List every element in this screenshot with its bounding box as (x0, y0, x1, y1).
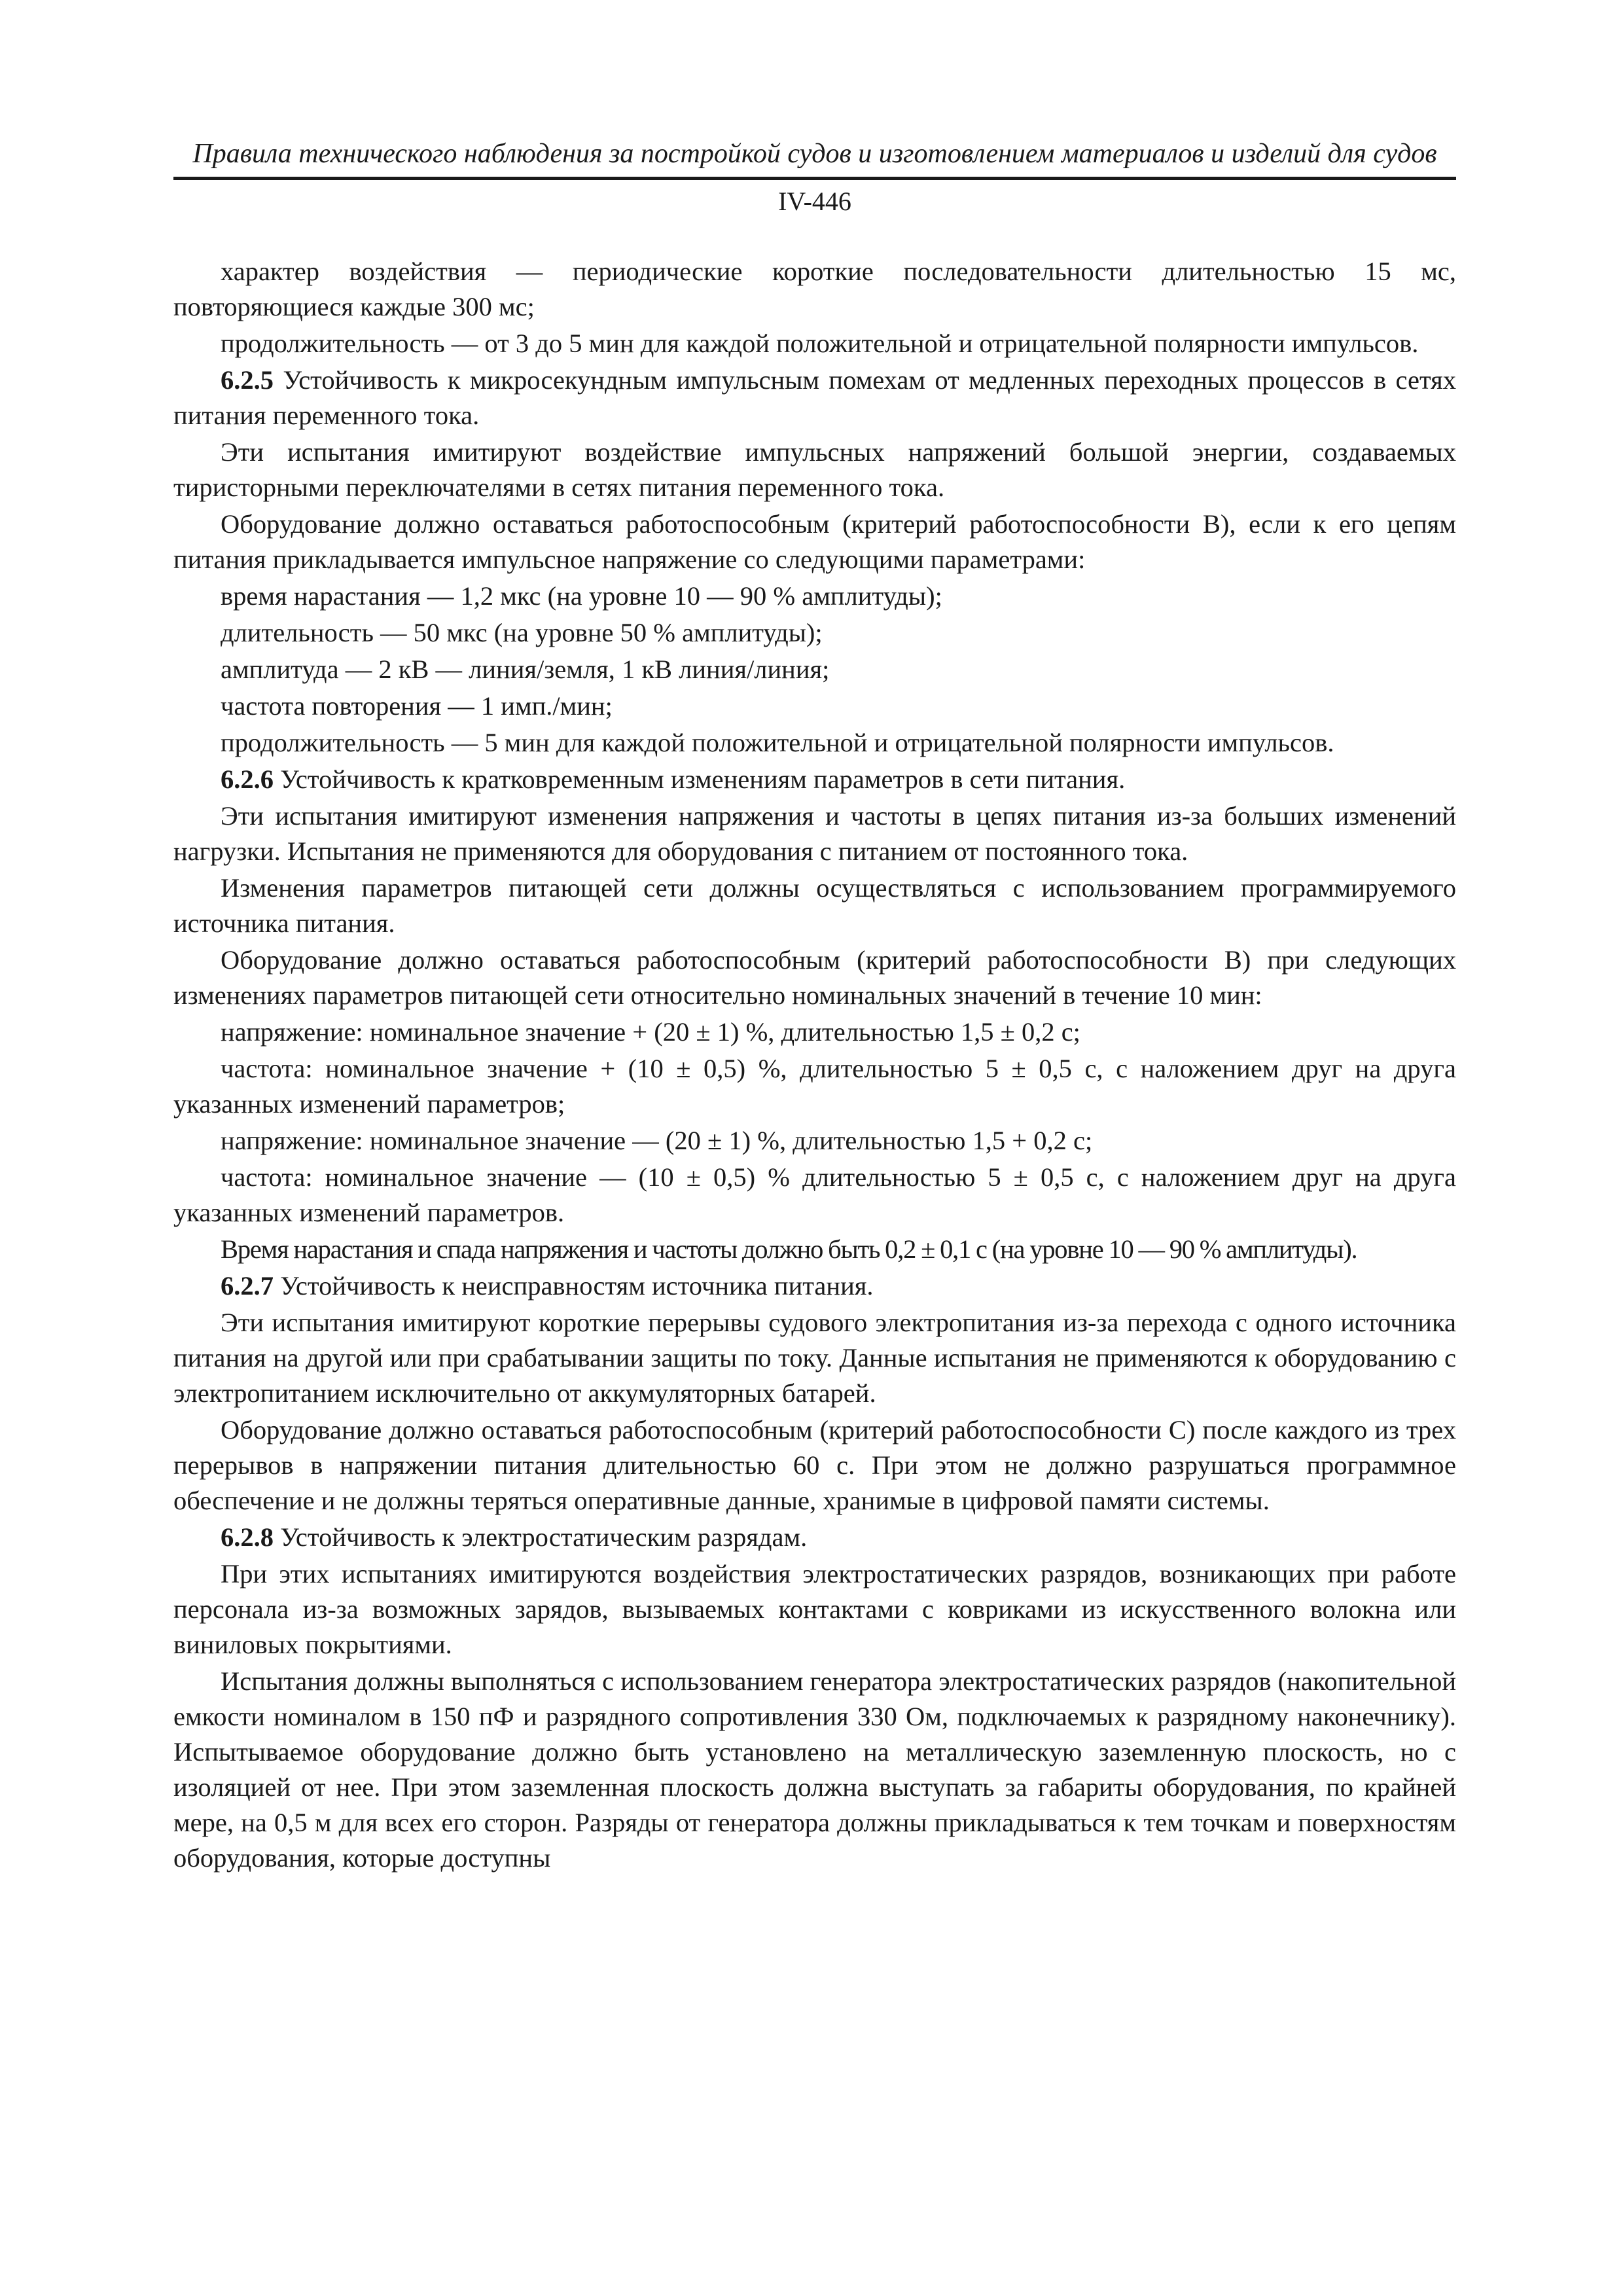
parameter-line: время нарастания — 1,2 мкс (на уровне 10 — 90 % амплитуды); (221, 581, 942, 611)
section-heading-6-2-6 (173, 762, 1456, 797)
parameter-line: частота: номинальное значение — (10 ± 0,5) % длительностью 5 ± 0,5 с, с наложением друг на друга указанных изменений параметров. (173, 1162, 1456, 1227)
paragraph: Эти испытания имитируют изменения напряжения и частоты в цепях питания из-за больших изменений нагрузки. Испытания не применяются для оборудования с питанием от постоянного тока. (173, 801, 1456, 866)
section-number: 6.2.5 (221, 365, 274, 395)
parameter-line: частота: номинальное значение + (10 ± 0,5) %, длительностью 5 ± 0,5 с, с наложением друг на друга указанных изменений параметров; (173, 1054, 1456, 1119)
section-title: Устойчивость к кратковременным изменениям параметров в сети питания. (274, 764, 1126, 794)
section-heading-6-2-5 (173, 363, 1456, 433)
parameter-line: напряжение: номинальное значение + (20 ± 1) %, длительностью 1,5 ± 0,2 с; (221, 1017, 1080, 1047)
body-text (173, 254, 1456, 1877)
section-number: 6.2.6 (221, 764, 274, 794)
paragraph: Изменения параметров питающей сети должны осуществляться с использованием программируемого источника питания. (173, 873, 1456, 938)
section-heading-6-2-8 (173, 1520, 1456, 1555)
section-number: 6.2.8 (221, 1522, 274, 1552)
parameter-line: длительность — 50 мкс (на уровне 50 % амплитуды); (221, 618, 823, 647)
page-number: IV-446 (778, 187, 851, 216)
paragraph: Оборудование должно оставаться работоспособным (критерий работоспособности В) при следующих изменениях параметров питающей сети относительно номинальных значений в течение 10 мин: (173, 945, 1456, 1010)
paragraph: Эти испытания имитируют короткие перерывы судового электропитания из-за перехода с одного источника питания на другой или при срабатывании защиты по току. Данные испытания не применяются к оборудованию с электропитанием исключительно от аккумуляторных батарей. (173, 1308, 1456, 1408)
paragraph: Оборудование должно оставаться работоспособным (критерий работоспособности В), если к его цепям питания прикладывается импульсное напряжение со следующими параметрами: (173, 509, 1456, 574)
section-number: 6.2.7 (221, 1271, 274, 1300)
section-title: Устойчивость к электростатическим разрядам. (274, 1522, 808, 1552)
parameter-line: частота повторения — 1 имп./мин; (221, 691, 613, 721)
section-title: Устойчивость к микросекундным импульсным помехам от медленных переходных процессов в сетях питания переменного тока. (173, 365, 1456, 430)
section-title: Устойчивость к неисправностям источника питания. (274, 1271, 874, 1300)
paragraph: Оборудование должно оставаться работоспособным (критерий работоспособности С) после каждого из трех перерывов в напряжении питания длительностью 60 с. При этом не должно разрушаться программное обеспечение и не должны теряться оперативные данные, хранимые в цифровой памяти системы. (173, 1415, 1456, 1515)
section-heading-6-2-7 (173, 1268, 1456, 1304)
paragraph: характер воздействия — периодические короткие последовательности длительностью 15 мс, повторяющиеся каждые 300 мс; (173, 257, 1456, 321)
header-rule (173, 177, 1456, 180)
parameter-line: напряжение: номинальное значение — (20 ± 1) %, длительностью 1,5 + 0,2 с; (221, 1126, 1093, 1155)
paragraph: Время нарастания и спада напряжения и частоты должно быть 0,2 ± 0,1 с (на уровне 10 — 90 % амплитуды). (221, 1234, 1357, 1264)
paragraph: При этих испытаниях имитируются воздействия электростатических разрядов, возникающих при работе персонала из-за возможных зарядов, вызываемых контактами с ковриками из искусственного волокна или виниловых покрытиями. (173, 1559, 1456, 1659)
paragraph: Испытания должны выполняться с использованием генератора электростатических разрядов (накопительной емкости номиналом в 150 пФ и разрядного сопротивления 330 Ом, подключаемых к разрядному наконечнику). Испытываемое оборудование должно быть установлено на металлическую заземленную плоскость, но с изоляцией от нее. При этом заземленная плоскость должна выступать за габариты оборудования, по крайней мере, на 0,5 м для всех его сторон. Разряды от генератора должны прикладываться к тем точкам и поверхностям оборудования, которые доступны (173, 1666, 1456, 1873)
paragraph: Эти испытания имитируют воздействие импульсных напряжений большой энергии, создаваемых тиристорными переключателями в сетях питания переменного тока. (173, 437, 1456, 502)
parameter-line: амплитуда — 2 кВ — линия/земля, 1 кВ линия/линия; (221, 655, 830, 684)
parameter-line: продолжительность — 5 мин для каждой положительной и отрицательной полярности импульсов. (221, 728, 1334, 757)
paragraph: продолжительность — от 3 до 5 мин для каждой положительной и отрицательной полярности импульсов. (221, 329, 1419, 358)
running-header: Правила технического наблюдения за постройкой судов и изготовлением материалов и изделий для судов (192, 139, 1437, 169)
